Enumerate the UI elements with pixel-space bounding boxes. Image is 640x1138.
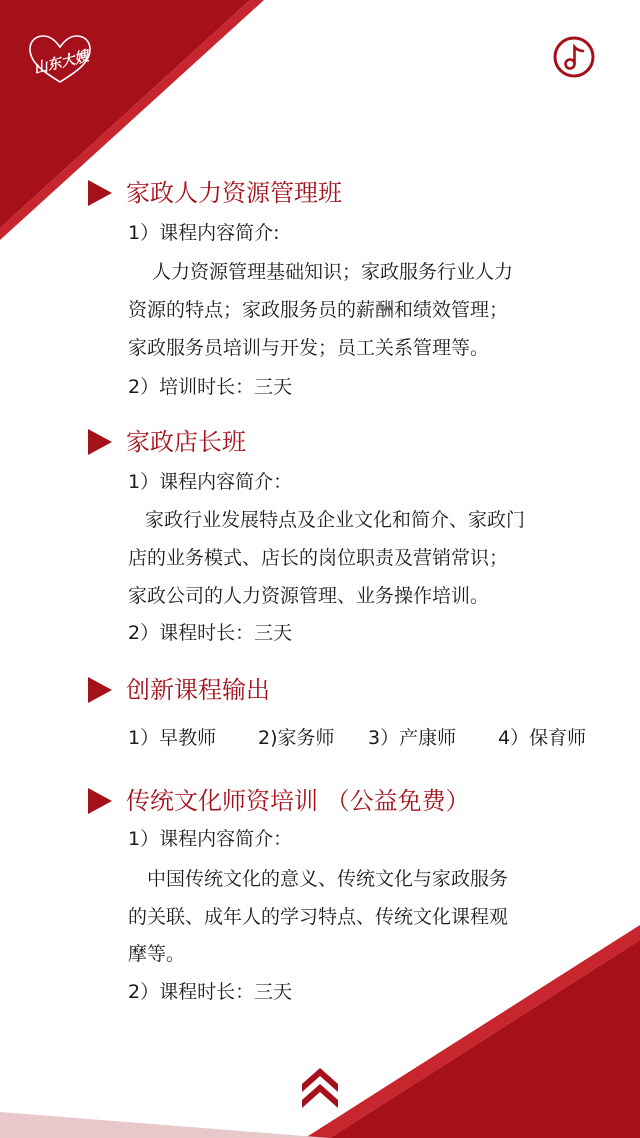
course-item: 2)家务师 (258, 727, 335, 749)
section-heading (88, 173, 628, 213)
scroll-up-button[interactable] (300, 1066, 340, 1110)
course-intro-text: 家政服务员培训与开发；员工关系管理等。 (128, 337, 490, 359)
course-intro-text: 的关联、成年人的学习特点、传统文化课程观 (128, 906, 509, 928)
course-intro-text: 家政行业发展特点及企业文化和简介、家政门 (145, 509, 526, 531)
music-toggle-button[interactable] (553, 36, 595, 78)
course-intro-text: 资源的特点；家政服务员的薪酬和绩效管理； (128, 299, 509, 321)
course-item: 4）保育师 (498, 727, 587, 749)
triangle-marker-icon (88, 429, 112, 455)
course-intro-label: 1）课程内容简介: (128, 222, 280, 244)
course-intro-text: 店的业务模式、店长的岗位职责及营销常识； (128, 547, 509, 569)
section-title: 家政人力资源管理班 (126, 179, 342, 207)
course-intro-label: 1）课程内容简介： (128, 828, 293, 850)
course-duration: 2）课程时长：三天 (128, 622, 293, 644)
course-intro-label: 1）课程内容简介： (128, 471, 293, 493)
course-intro-text: 人力资源管理基础知识；家政服务行业人力 (152, 261, 514, 283)
double-chevron-up-icon (300, 1066, 340, 1110)
course-intro-text: 家政公司的人力资源管理、业务操作培训。 (128, 585, 490, 607)
section-title: 家政店长班 (126, 428, 246, 456)
triangle-marker-icon (88, 180, 112, 206)
section-heading (88, 670, 628, 710)
course-item: 3）产康师 (368, 727, 457, 749)
section-title: 传统文化师资培训 （公益免费） (126, 787, 470, 815)
brand-logo (22, 28, 98, 90)
music-note-icon (553, 36, 595, 78)
section-hr-management (88, 173, 628, 213)
section-innovative-courses (88, 670, 628, 710)
course-item: 1）早教师 (128, 727, 217, 749)
triangle-marker-icon (88, 677, 112, 703)
triangle-marker-icon (88, 788, 112, 814)
section-heading (88, 422, 628, 462)
course-intro-text: 中国传统文化的意义、传统文化与家政服务 (147, 868, 509, 890)
course-intro-text: 摩等。 (128, 943, 186, 965)
course-duration: 2）培训时长：三天 (128, 376, 293, 398)
section-store-manager (88, 422, 628, 462)
logo-text: 山东大嫂 (32, 48, 91, 78)
section-heading (88, 781, 628, 821)
section-traditional-culture (88, 781, 628, 821)
course-duration: 2）课程时长：三天 (128, 981, 293, 1003)
section-title: 创新课程输出 (126, 676, 270, 704)
